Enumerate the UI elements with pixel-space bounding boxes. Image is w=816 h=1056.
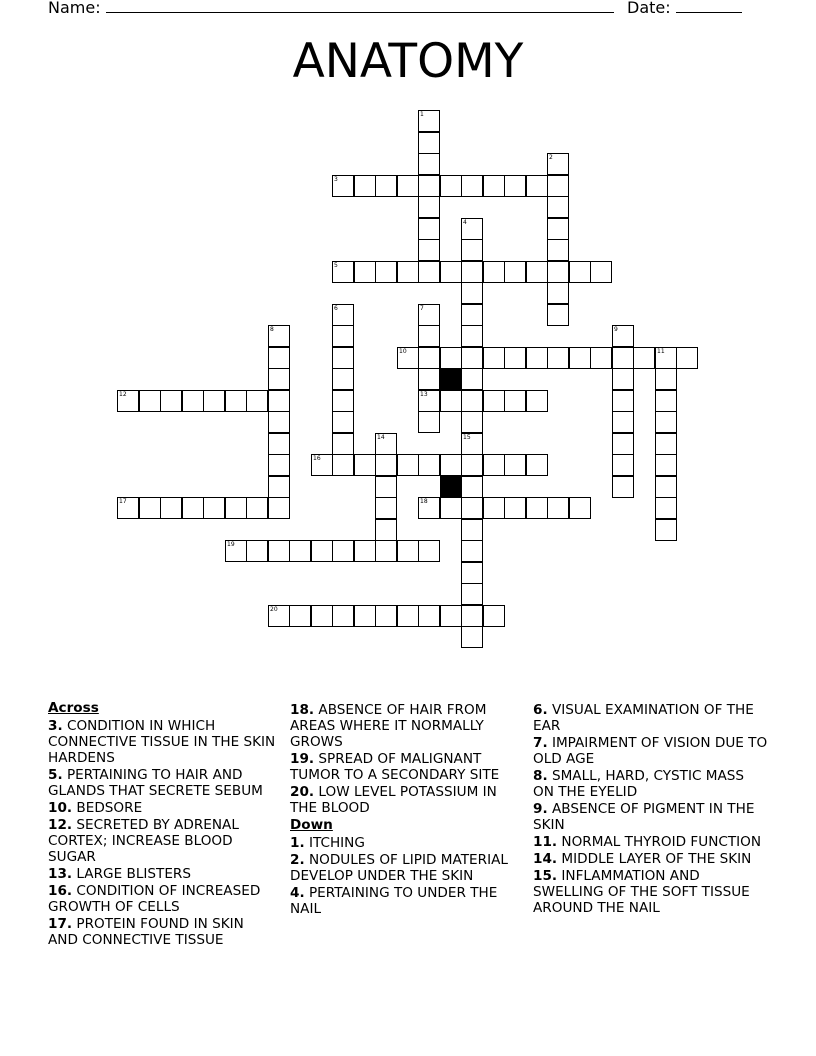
clue-number-label: 18. bbox=[290, 702, 315, 718]
grid-cell[interactable] bbox=[655, 433, 677, 455]
grid-cell[interactable] bbox=[461, 282, 483, 304]
grid-cell[interactable] bbox=[547, 261, 569, 283]
grid-cell[interactable] bbox=[547, 347, 569, 369]
grid-cell[interactable] bbox=[182, 390, 204, 412]
grid-cell[interactable] bbox=[655, 368, 677, 390]
clue-number: 7 bbox=[420, 305, 424, 312]
grid-cell[interactable] bbox=[504, 454, 526, 476]
clue-text: CONDITION IN WHICH CONNECTIVE TISSUE IN THE SKIN HARDENS bbox=[48, 718, 276, 766]
grid-cell[interactable] bbox=[440, 497, 462, 519]
grid-cell[interactable] bbox=[375, 433, 397, 455]
down-clue bbox=[533, 834, 768, 850]
grid-cell[interactable] bbox=[461, 540, 483, 562]
clue-number: 11 bbox=[657, 348, 665, 355]
grid-cell[interactable] bbox=[354, 454, 376, 476]
grid-cell[interactable] bbox=[569, 261, 591, 283]
grid-cell[interactable] bbox=[268, 540, 290, 562]
clue-number: 13 bbox=[420, 391, 428, 398]
grid-cell[interactable] bbox=[311, 605, 333, 627]
grid-cell[interactable] bbox=[461, 347, 483, 369]
grid-cell[interactable] bbox=[483, 390, 505, 412]
clue-number: 16 bbox=[313, 455, 321, 462]
grid-cell[interactable] bbox=[397, 347, 419, 369]
clue-number: 8 bbox=[270, 326, 274, 333]
clue-number: 3 bbox=[334, 176, 338, 183]
grid-cell[interactable] bbox=[160, 390, 182, 412]
grid-cell[interactable] bbox=[504, 261, 526, 283]
grid-cell[interactable] bbox=[397, 454, 419, 476]
clue-text: INFLAMMATION AND SWELLING OF THE SOFT TISSUE AROUND THE NAIL bbox=[533, 868, 750, 916]
grid-cell[interactable] bbox=[375, 497, 397, 519]
grid-cell[interactable] bbox=[461, 497, 483, 519]
clue-text: ABSENCE OF HAIR FROM AREAS WHERE IT NORMALLY GROWS bbox=[290, 702, 487, 750]
grid-cell[interactable] bbox=[461, 562, 483, 584]
clue-number-label: 20. bbox=[290, 784, 315, 800]
down-clue bbox=[533, 868, 768, 916]
grid-cell[interactable] bbox=[461, 304, 483, 326]
grid-cell[interactable] bbox=[418, 175, 440, 197]
across-clue bbox=[48, 916, 276, 948]
clue-number-label: 7. bbox=[533, 735, 548, 751]
clue-text: SECRETED BY ADRENAL CORTEX; INCREASE BLOOD SUGAR bbox=[48, 817, 239, 865]
clue-number: 2 bbox=[549, 154, 553, 161]
grid-cell[interactable] bbox=[418, 110, 440, 132]
across-clue bbox=[48, 767, 276, 799]
clue-text: VISUAL EXAMINATION OF THE EAR bbox=[533, 702, 754, 734]
down-clue bbox=[290, 852, 520, 884]
clue-number-label: 15. bbox=[533, 868, 558, 884]
clue-number-label: 9. bbox=[533, 801, 548, 817]
clue-number: 9 bbox=[614, 326, 618, 333]
grid-cell[interactable] bbox=[612, 325, 634, 347]
grid-cell[interactable] bbox=[461, 411, 483, 433]
grid-cell[interactable] bbox=[590, 261, 612, 283]
grid-cell[interactable] bbox=[483, 347, 505, 369]
grid-cell[interactable] bbox=[311, 540, 333, 562]
grid-cell[interactable] bbox=[268, 433, 290, 455]
clue-number: 15 bbox=[463, 434, 471, 441]
clue-number: 10 bbox=[399, 348, 407, 355]
grid-cell[interactable] bbox=[375, 605, 397, 627]
grid-cell[interactable] bbox=[612, 411, 634, 433]
page-title: ANATOMY bbox=[292, 34, 524, 89]
grid-cell[interactable] bbox=[547, 196, 569, 218]
grid-cell[interactable] bbox=[440, 261, 462, 283]
grid-cell[interactable] bbox=[655, 411, 677, 433]
black-cell bbox=[440, 368, 462, 390]
grid-cell[interactable] bbox=[483, 261, 505, 283]
grid-cell[interactable] bbox=[676, 347, 698, 369]
grid-cell[interactable] bbox=[418, 218, 440, 240]
grid-cell[interactable] bbox=[332, 433, 354, 455]
across-clue bbox=[48, 718, 276, 766]
grid-cell[interactable] bbox=[440, 175, 462, 197]
clue-number: 20 bbox=[270, 606, 278, 613]
clue-text: SMALL, HARD, CYSTIC MASS ON THE EYELID bbox=[533, 768, 745, 800]
grid-cell[interactable] bbox=[461, 476, 483, 498]
grid-cell[interactable] bbox=[268, 325, 290, 347]
clue-number: 12 bbox=[119, 391, 127, 398]
grid-cell[interactable] bbox=[483, 605, 505, 627]
grid-cell[interactable] bbox=[375, 540, 397, 562]
grid-cell[interactable] bbox=[397, 175, 419, 197]
grid-cell[interactable] bbox=[461, 239, 483, 261]
clue-text: LOW LEVEL POTASSIUM IN THE BLOOD bbox=[290, 784, 497, 816]
clue-text: NODULES OF LIPID MATERIAL DEVELOP UNDER THE SKIN bbox=[290, 852, 508, 884]
grid-cell[interactable] bbox=[268, 411, 290, 433]
grid-cell[interactable] bbox=[332, 304, 354, 326]
grid-cell[interactable] bbox=[440, 347, 462, 369]
clue-text: IMPAIRMENT OF VISION DUE TO OLD AGE bbox=[533, 735, 768, 767]
clue-number: 5 bbox=[334, 262, 338, 269]
clue-number: 6 bbox=[334, 305, 338, 312]
grid-cell[interactable] bbox=[332, 175, 354, 197]
grid-cell[interactable] bbox=[461, 175, 483, 197]
grid-cell[interactable] bbox=[547, 304, 569, 326]
grid-cell[interactable] bbox=[483, 175, 505, 197]
grid-cell[interactable] bbox=[418, 153, 440, 175]
grid-cell[interactable] bbox=[461, 519, 483, 541]
grid-cell[interactable] bbox=[526, 390, 548, 412]
grid-cell[interactable] bbox=[461, 626, 483, 648]
grid-cell[interactable] bbox=[461, 605, 483, 627]
grid-cell[interactable] bbox=[526, 175, 548, 197]
clue-number-label: 13. bbox=[48, 866, 73, 882]
down-clue bbox=[533, 768, 768, 800]
grid-cell[interactable] bbox=[504, 347, 526, 369]
grid-cell[interactable] bbox=[375, 261, 397, 283]
grid-cell[interactable] bbox=[461, 454, 483, 476]
grid-cell[interactable] bbox=[461, 368, 483, 390]
grid-cell[interactable] bbox=[461, 218, 483, 240]
grid-cell[interactable] bbox=[418, 132, 440, 154]
clue-number-label: 3. bbox=[48, 718, 63, 734]
clue-text: SPREAD OF MALIGNANT TUMOR TO A SECONDARY SITE bbox=[290, 751, 500, 783]
across-clue bbox=[48, 866, 276, 882]
grid-cell[interactable] bbox=[289, 540, 311, 562]
grid-cell[interactable] bbox=[332, 605, 354, 627]
grid-cell[interactable] bbox=[526, 261, 548, 283]
grid-cell[interactable] bbox=[440, 454, 462, 476]
grid-cell[interactable] bbox=[461, 325, 483, 347]
clue-text: MIDDLE LAYER OF THE SKIN bbox=[557, 851, 752, 867]
grid-cell[interactable] bbox=[332, 347, 354, 369]
clue-text: BEDSORE bbox=[72, 800, 143, 816]
black-cell bbox=[440, 476, 462, 498]
clue-number-label: 12. bbox=[48, 817, 73, 833]
grid-cell[interactable] bbox=[504, 390, 526, 412]
clues-column-2 bbox=[290, 702, 520, 918]
grid-cell[interactable] bbox=[332, 540, 354, 562]
grid-cell[interactable] bbox=[354, 261, 376, 283]
grid-cell[interactable] bbox=[569, 347, 591, 369]
clue-text: PROTEIN FOUND IN SKIN AND CONNECTIVE TISSUE bbox=[48, 916, 244, 948]
grid-cell[interactable] bbox=[225, 540, 247, 562]
clue-text: PERTAINING TO UNDER THE NAIL bbox=[290, 885, 498, 917]
down-clue bbox=[533, 702, 768, 734]
grid-cell[interactable] bbox=[655, 390, 677, 412]
grid-cell[interactable] bbox=[612, 347, 634, 369]
grid-cell[interactable] bbox=[418, 239, 440, 261]
grid-cell[interactable] bbox=[526, 454, 548, 476]
across-heading: Across bbox=[48, 700, 99, 716]
clue-number-label: 2. bbox=[290, 852, 305, 868]
grid-cell[interactable] bbox=[418, 411, 440, 433]
grid-cell[interactable] bbox=[375, 175, 397, 197]
grid-cell[interactable] bbox=[526, 347, 548, 369]
clues-column-3 bbox=[533, 702, 768, 917]
grid-cell[interactable] bbox=[375, 476, 397, 498]
across-clue bbox=[290, 702, 520, 750]
clue-number: 19 bbox=[227, 541, 235, 548]
grid-cell[interactable] bbox=[526, 497, 548, 519]
grid-cell[interactable] bbox=[418, 368, 440, 390]
grid-cell[interactable] bbox=[139, 497, 161, 519]
grid-cell[interactable] bbox=[246, 540, 268, 562]
down-clue bbox=[533, 801, 768, 833]
grid-cell[interactable] bbox=[354, 540, 376, 562]
grid-cell[interactable] bbox=[268, 476, 290, 498]
grid-cell[interactable] bbox=[655, 519, 677, 541]
grid-cell[interactable] bbox=[117, 497, 139, 519]
grid-cell[interactable] bbox=[225, 390, 247, 412]
grid-cell[interactable] bbox=[268, 347, 290, 369]
clue-number-label: 8. bbox=[533, 768, 548, 784]
grid-cell[interactable] bbox=[246, 390, 268, 412]
grid-cell[interactable] bbox=[418, 347, 440, 369]
grid-cell[interactable] bbox=[547, 497, 569, 519]
clue-text: ABSENCE OF PIGMENT IN THE SKIN bbox=[533, 801, 755, 833]
clues-column-1 bbox=[48, 700, 276, 949]
down-clue bbox=[533, 851, 768, 867]
grid-cell[interactable] bbox=[397, 261, 419, 283]
clue-number-label: 14. bbox=[533, 851, 558, 867]
across-clue bbox=[290, 784, 520, 816]
grid-cell[interactable] bbox=[418, 390, 440, 412]
grid-cell[interactable] bbox=[547, 218, 569, 240]
grid-cell[interactable] bbox=[612, 433, 634, 455]
grid-cell[interactable] bbox=[354, 605, 376, 627]
grid-cell[interactable] bbox=[332, 325, 354, 347]
clue-text: CONDITION OF INCREASED GROWTH OF CELLS bbox=[48, 883, 261, 915]
grid-cell[interactable] bbox=[655, 454, 677, 476]
grid-cell[interactable] bbox=[418, 605, 440, 627]
grid-cell[interactable] bbox=[461, 390, 483, 412]
clue-number: 18 bbox=[420, 498, 428, 505]
clue-number-label: 10. bbox=[48, 800, 73, 816]
grid-cell[interactable] bbox=[483, 454, 505, 476]
down-clue bbox=[290, 885, 520, 917]
grid-cell[interactable] bbox=[418, 196, 440, 218]
grid-cell[interactable] bbox=[655, 497, 677, 519]
grid-cell[interactable] bbox=[418, 261, 440, 283]
grid-cell[interactable] bbox=[440, 605, 462, 627]
grid-cell[interactable] bbox=[311, 454, 333, 476]
clue-text: NORMAL THYROID FUNCTION bbox=[557, 834, 762, 850]
grid-cell[interactable] bbox=[397, 540, 419, 562]
grid-cell[interactable] bbox=[225, 497, 247, 519]
grid-cell[interactable] bbox=[268, 454, 290, 476]
clue-text: PERTAINING TO HAIR AND GLANDS THAT SECRETE SEBUM bbox=[48, 767, 263, 799]
grid-cell[interactable] bbox=[633, 347, 655, 369]
grid-cell[interactable] bbox=[332, 390, 354, 412]
grid-cell[interactable] bbox=[268, 390, 290, 412]
grid-cell[interactable] bbox=[655, 347, 677, 369]
across-clue bbox=[290, 751, 520, 783]
grid-cell[interactable] bbox=[268, 497, 290, 519]
grid-cell[interactable] bbox=[268, 368, 290, 390]
grid-cell[interactable] bbox=[418, 540, 440, 562]
grid-cell[interactable] bbox=[332, 261, 354, 283]
grid-cell[interactable] bbox=[547, 175, 569, 197]
grid-cell[interactable] bbox=[268, 605, 290, 627]
grid-cell[interactable] bbox=[612, 390, 634, 412]
grid-cell[interactable] bbox=[418, 497, 440, 519]
name-label: Name: bbox=[48, 0, 101, 17]
grid-cell[interactable] bbox=[461, 583, 483, 605]
grid-cell[interactable] bbox=[655, 476, 677, 498]
grid-cell[interactable] bbox=[461, 433, 483, 455]
grid-cell[interactable] bbox=[418, 454, 440, 476]
grid-cell[interactable] bbox=[203, 497, 225, 519]
grid-cell[interactable] bbox=[375, 454, 397, 476]
grid-cell[interactable] bbox=[461, 261, 483, 283]
grid-cell[interactable] bbox=[440, 390, 462, 412]
down-clue bbox=[533, 735, 768, 767]
grid-cell[interactable] bbox=[612, 476, 634, 498]
grid-cell[interactable] bbox=[139, 390, 161, 412]
grid-cell[interactable] bbox=[332, 411, 354, 433]
grid-cell[interactable] bbox=[289, 605, 311, 627]
grid-cell[interactable] bbox=[332, 368, 354, 390]
grid-cell[interactable] bbox=[504, 497, 526, 519]
across-clue bbox=[48, 817, 276, 865]
clue-number-label: 1. bbox=[290, 835, 305, 851]
across-clue bbox=[48, 883, 276, 915]
grid-cell[interactable] bbox=[160, 497, 182, 519]
grid-cell[interactable] bbox=[590, 347, 612, 369]
clue-text: LARGE BLISTERS bbox=[72, 866, 191, 882]
clue-number-label: 19. bbox=[290, 751, 315, 767]
clue-number: 17 bbox=[119, 498, 127, 505]
down-clue bbox=[290, 835, 520, 851]
down-heading: Down bbox=[290, 817, 333, 833]
clue-number-label: 16. bbox=[48, 883, 73, 899]
clue-number: 1 bbox=[420, 111, 424, 118]
grid-cell[interactable] bbox=[354, 175, 376, 197]
grid-cell[interactable] bbox=[117, 390, 139, 412]
grid-cell[interactable] bbox=[547, 282, 569, 304]
grid-cell[interactable] bbox=[397, 605, 419, 627]
grid-cell[interactable] bbox=[612, 454, 634, 476]
grid-cell[interactable] bbox=[483, 497, 505, 519]
clue-text: ITCHING bbox=[304, 835, 365, 851]
clue-number-label: 11. bbox=[533, 834, 558, 850]
grid-cell[interactable] bbox=[418, 325, 440, 347]
grid-cell[interactable] bbox=[504, 175, 526, 197]
date-label: Date: bbox=[627, 0, 671, 17]
grid-cell[interactable] bbox=[182, 497, 204, 519]
grid-cell[interactable] bbox=[375, 519, 397, 541]
clue-number-label: 5. bbox=[48, 767, 63, 783]
grid-cell[interactable] bbox=[418, 304, 440, 326]
clue-number-label: 17. bbox=[48, 916, 73, 932]
grid-cell[interactable] bbox=[547, 153, 569, 175]
across-clue bbox=[48, 800, 276, 816]
grid-cell[interactable] bbox=[612, 368, 634, 390]
grid-cell[interactable] bbox=[203, 390, 225, 412]
grid-cell[interactable] bbox=[569, 497, 591, 519]
grid-cell[interactable] bbox=[246, 497, 268, 519]
clue-number-label: 6. bbox=[533, 702, 548, 718]
grid-cell[interactable] bbox=[332, 454, 354, 476]
clue-number-label: 4. bbox=[290, 885, 305, 901]
grid-cell[interactable] bbox=[547, 239, 569, 261]
clue-number: 4 bbox=[463, 219, 467, 226]
clue-number: 14 bbox=[377, 434, 385, 441]
